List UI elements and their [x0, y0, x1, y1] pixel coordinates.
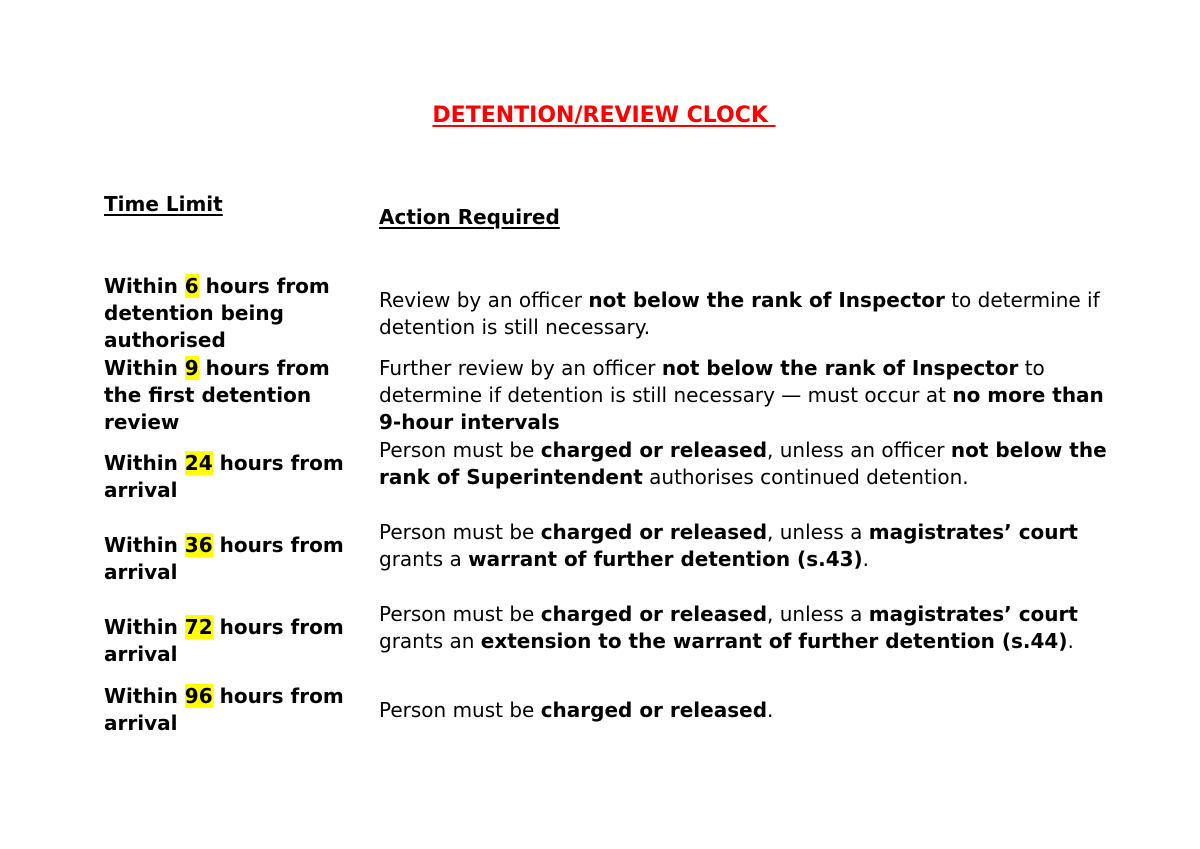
time-limit-prefix: Within: [104, 451, 185, 475]
action-text: grants a: [379, 547, 469, 571]
action-required-cell: [379, 519, 1109, 573]
highlighted-hours: 9: [184, 356, 199, 380]
time-limit-prefix: Within: [104, 615, 185, 639]
action-text-bold: charged or released: [540, 602, 768, 626]
action-required-cell: [379, 355, 1109, 436]
action-text-bold: no more than 9-hour intervals: [379, 383, 1104, 434]
time-limit-cell: [104, 614, 374, 668]
time-limit-suffix: hours from arrival: [104, 684, 344, 735]
highlighted-hours: 24: [184, 451, 213, 475]
action-text: .: [767, 698, 774, 722]
action-text-bold: not below the rank of Inspector: [588, 288, 945, 312]
action-text: Review by an officer: [379, 288, 589, 312]
highlighted-hours: 96: [184, 684, 213, 708]
header-action-required: Action Required: [379, 205, 560, 229]
action-text: authorises continued detention.: [642, 465, 969, 489]
action-text-bold: magistrates’ court: [868, 602, 1078, 626]
highlighted-hours: 6: [184, 274, 199, 298]
action-text: Person must be: [379, 698, 541, 722]
time-limit-prefix: Within: [104, 356, 185, 380]
action-text: Person must be: [379, 520, 541, 544]
action-text: grants an: [379, 629, 481, 653]
action-text: to determine if detention is still necessary.: [379, 288, 1100, 339]
time-limit-cell: [104, 355, 374, 436]
time-limit-suffix: hours from detention being authorised: [104, 274, 330, 352]
time-limit-suffix: hours from arrival: [104, 533, 344, 584]
action-text-bold: not below the rank of Inspector: [661, 356, 1019, 380]
time-limit-suffix: hours from arrival: [104, 615, 344, 666]
action-text-bold: charged or released: [540, 698, 768, 722]
page-title: DETENTION/REVIEW CLOCK: [432, 103, 776, 128]
time-limit-cell: [104, 273, 374, 354]
action-text: , unless an officer: [767, 438, 951, 462]
action-required-cell: [379, 697, 1109, 724]
action-text: Person must be: [379, 602, 541, 626]
action-text: Further review by an officer: [379, 356, 662, 380]
highlighted-hours: 72: [184, 615, 213, 639]
time-limit-cell: [104, 683, 374, 737]
header-time-limit: Time Limit: [104, 192, 223, 216]
action-text-bold: charged or released: [540, 438, 768, 462]
action-text-bold: extension to the warrant of further detention (s.44): [480, 629, 1068, 653]
action-text: .: [1067, 629, 1074, 653]
time-limit-cell: [104, 532, 374, 586]
action-text-bold: magistrates’ court: [868, 520, 1078, 544]
action-text: .: [862, 547, 870, 571]
time-limit-prefix: Within: [104, 684, 185, 708]
time-limit-suffix: hours from arrival: [104, 451, 344, 502]
action-text: to determine if detention is still necessary — must occur at: [379, 356, 1045, 407]
time-limit-prefix: Within: [104, 274, 185, 298]
time-limit-cell: [104, 450, 374, 504]
action-text: , unless a: [767, 602, 869, 626]
action-required-cell: [379, 287, 1109, 341]
highlighted-hours: 36: [184, 533, 213, 557]
time-limit-suffix: hours from the first detention review: [104, 356, 330, 434]
action-text-bold: not below the rank of Superintendent: [379, 438, 1107, 489]
action-text: Person must be: [379, 438, 541, 462]
action-text-bold: charged or released: [540, 520, 768, 544]
time-limit-prefix: Within: [104, 533, 185, 557]
action-required-cell: [379, 437, 1109, 491]
action-text-bold: warrant of further detention (s.43): [468, 547, 863, 571]
action-text: , unless a: [767, 520, 869, 544]
action-required-cell: [379, 601, 1109, 655]
